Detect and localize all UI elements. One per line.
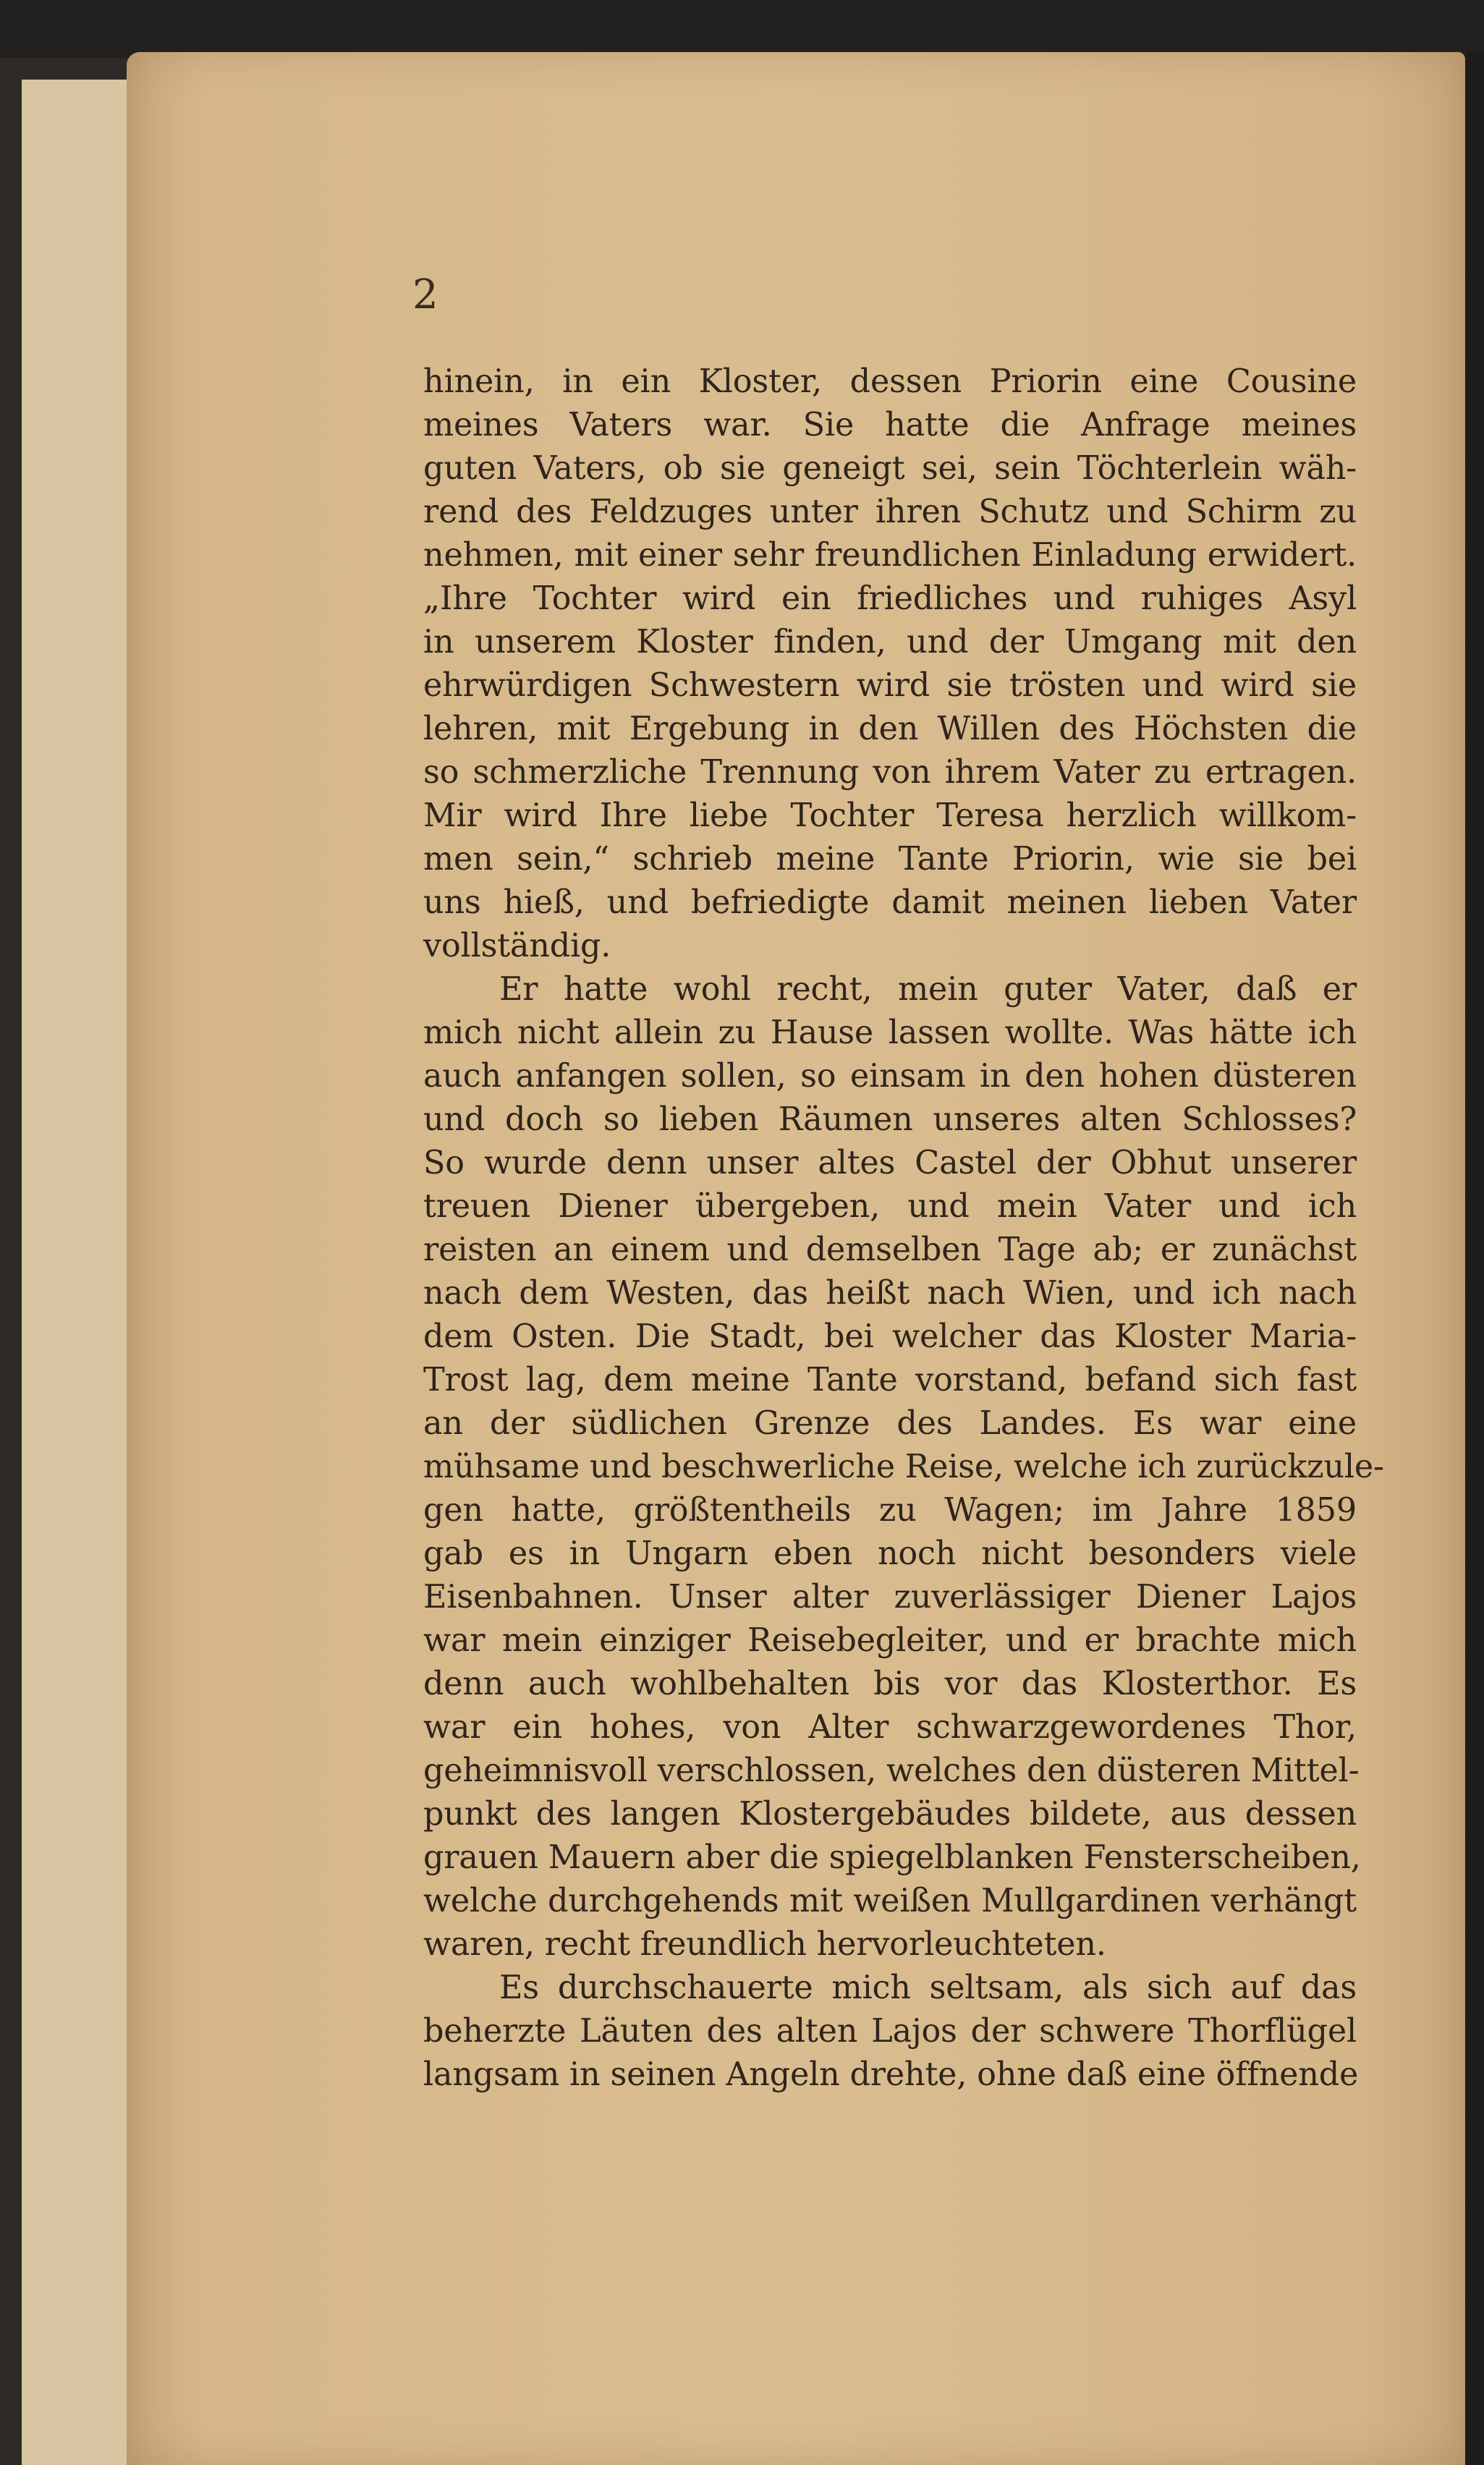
text-line: meines Vaters war. Sie hatte die Anfrage meines xyxy=(423,407,1357,444)
text-line: Eisenbahnen. Unser alter zuverlässiger Diener Lajos xyxy=(423,1579,1357,1616)
text-line: mühsame und beschwerliche Reise, welche ich zurückzule- xyxy=(423,1448,1384,1485)
text-line: „Ihre Tochter wird ein friedliches und ruhiges Asyl xyxy=(423,580,1357,617)
text-line: geheimnisvoll verschlossen, welches den düsteren Mittel- xyxy=(423,1752,1360,1789)
text-line: treuen Diener übergeben, und mein Vater und ich xyxy=(423,1188,1357,1225)
body-text xyxy=(423,360,1384,2097)
text-line: punkt des langen Klostergebäudes bildete, aus dessen xyxy=(423,1796,1357,1833)
text-line: rend des Feldzuges unter ihren Schutz und Schirm zu xyxy=(423,493,1357,530)
page-number: 2 xyxy=(412,271,438,318)
text-line: und doch so lieben Räumen unseres alten Schlosses? xyxy=(423,1101,1357,1138)
text-line: so schmerzliche Trennung von ihrem Vater zu ertragen. xyxy=(423,754,1357,791)
text-line: nach dem Westen, das heißt nach Wien, und ich nach xyxy=(423,1275,1357,1312)
text-line: vollständig. xyxy=(423,928,611,964)
text-line: war mein einziger Reisebegleiter, und er brachte mich xyxy=(423,1622,1357,1659)
text-line: mich nicht allein zu Hause lassen wollte. Was hätte ich xyxy=(423,1014,1357,1051)
text-line: Es durchschauerte mich seltsam, als sich auf das xyxy=(499,1969,1357,2006)
text-line: in unserem Kloster finden, und der Umgang mit den xyxy=(423,624,1357,661)
scan-background xyxy=(0,0,1484,58)
text-line: auch anfangen sollen, so einsam in den hohen düsteren xyxy=(423,1058,1357,1095)
text-line: waren, recht freundlich hervorleuchteten. xyxy=(423,1926,1106,1963)
text-line: dem Osten. Die Stadt, bei welcher das Kloster Maria- xyxy=(423,1318,1357,1355)
text-line: welche durchgehends mit weißen Mullgardinen verhängt xyxy=(423,1883,1357,1919)
text-line: beherzte Läuten des alten Lajos der schwere Thorflügel xyxy=(423,2013,1357,2050)
text-line: grauen Mauern aber die spiegelblanken Fensterscheiben, xyxy=(423,1839,1361,1876)
text-line: hinein, in ein Kloster, dessen Priorin eine Cousine xyxy=(423,363,1357,400)
text-line: ehrwürdigen Schwestern wird sie trösten und wird sie xyxy=(423,667,1357,704)
text-line: nehmen, mit einer sehr freundlichen Einladung erwidert. xyxy=(423,537,1357,574)
text-line: an der südlichen Grenze des Landes. Es war eine xyxy=(423,1405,1357,1442)
text-line: reisten an einem und demselben Tage ab; er zunächst xyxy=(423,1231,1357,1268)
text-line: lehren, mit Ergebung in den Willen des Höchsten die xyxy=(423,710,1357,747)
text-line: gab es in Ungarn eben noch nicht besonders viele xyxy=(423,1535,1357,1572)
text-line: So wurde denn unser altes Castel der Obhut unserer xyxy=(423,1145,1357,1181)
scan-right-edge xyxy=(1465,52,1484,2465)
text-line: Mir wird Ihre liebe Tochter Teresa herzlich willkom- xyxy=(423,797,1357,834)
text-line: guten Vaters, ob sie geneigt sei, sein Töchterlein wäh- xyxy=(423,450,1357,487)
text-line: denn auch wohlbehalten bis vor das Klosterthor. Es xyxy=(423,1666,1357,1702)
text-line: uns hieß, und befriedigte damit meinen lieben Vater xyxy=(423,884,1357,921)
text-line: gen hatte, größtentheils zu Wagen; im Jahre 1859 xyxy=(423,1492,1357,1529)
text-line: Er hatte wohl recht, mein guter Vater, daß er xyxy=(499,971,1357,1008)
text-line: war ein hohes, von Alter schwarzgewordenes Thor, xyxy=(423,1709,1357,1746)
text-line: langsam in seinen Angeln drehte, ohne daß eine öffnende xyxy=(423,2056,1359,2093)
text-line: men sein,“ schrieb meine Tante Priorin, wie sie bei xyxy=(423,841,1357,878)
text-line: Trost lag, dem meine Tante vorstand, befand sich fast xyxy=(423,1362,1357,1399)
